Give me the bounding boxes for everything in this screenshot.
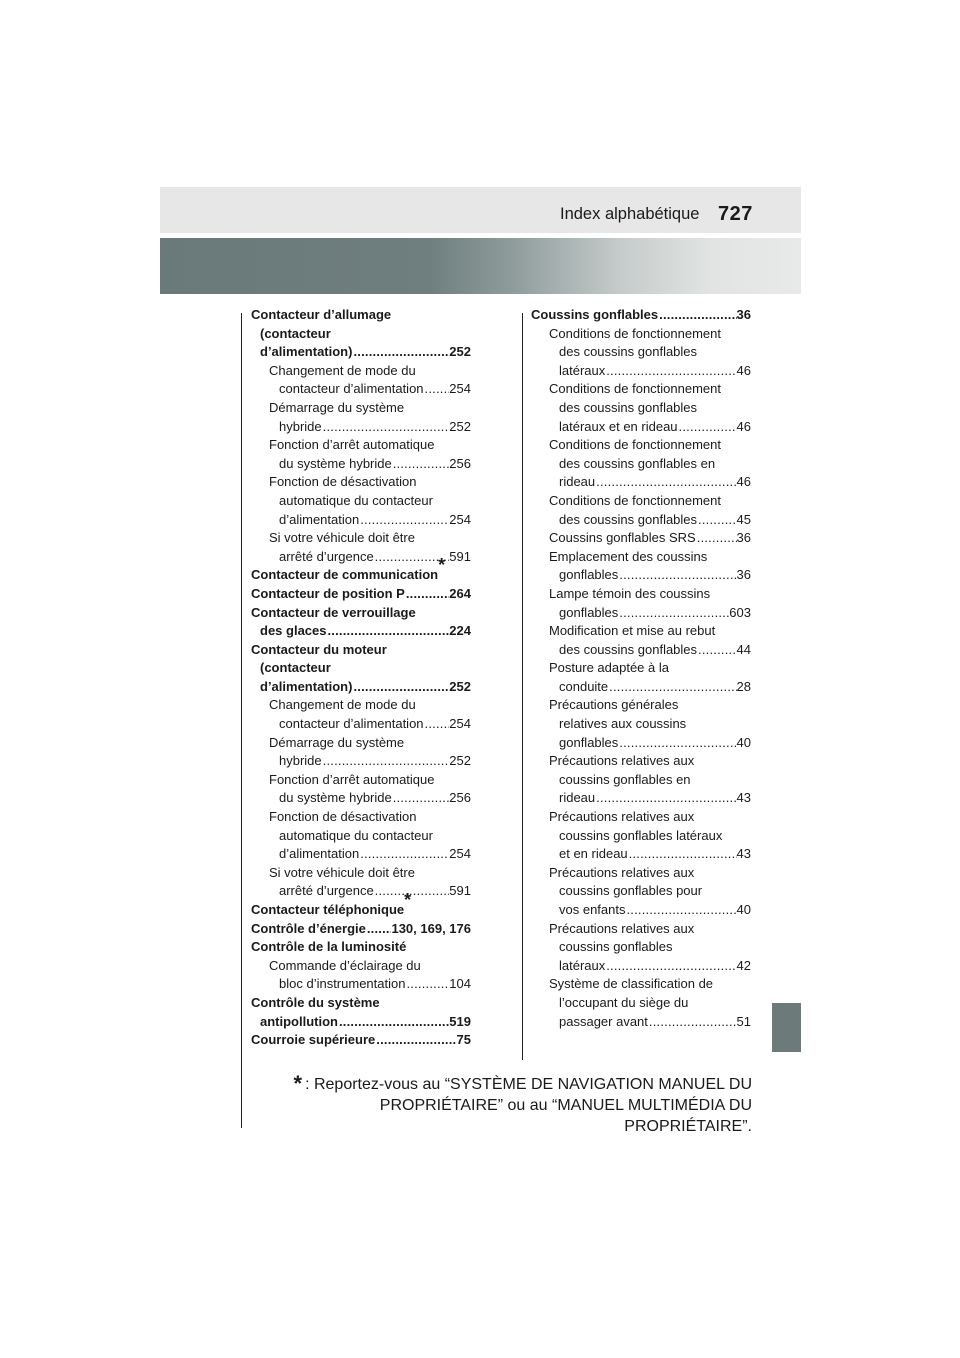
index-entry: [531, 473, 751, 492]
entry-text: du système hybride: [279, 455, 392, 471]
index-entry: [251, 1013, 471, 1032]
entry-page-ref: 252: [449, 753, 471, 769]
index-entry: [251, 436, 471, 455]
entry-text: Coussins gonflables: [531, 307, 659, 322]
entry-text: coussins gonflables pour: [559, 883, 703, 899]
dot-leader: [605, 362, 736, 381]
index-entry: [251, 529, 471, 548]
index-entry: [251, 808, 471, 827]
dot-leader: [374, 882, 450, 901]
entry-text: Contacteur du moteur: [251, 641, 387, 657]
entry-page-ref: 42: [736, 957, 751, 973]
dot-leader: [595, 789, 736, 808]
dot-leader: [697, 641, 737, 660]
index-column-right: [531, 306, 751, 1031]
entry-page-ref: 264: [449, 585, 471, 601]
index-entry: [531, 715, 751, 734]
entry-text: coussins gonflables latéraux: [559, 827, 723, 843]
entry-page-ref: 130, 169, 176: [391, 920, 471, 936]
index-entry: [251, 585, 471, 604]
entry-text: d’alimentation): [260, 678, 353, 694]
dot-leader: [618, 566, 736, 585]
entry-page-ref: 256: [449, 790, 471, 806]
dot-leader: [392, 789, 450, 808]
entry-text: Précautions relatives aux: [549, 809, 695, 825]
index-entry: [251, 975, 471, 994]
index-column-left: [251, 306, 471, 1050]
entry-text: des coussins gonflables: [559, 399, 698, 415]
index-entry: [251, 622, 471, 641]
entry-text: Contrôle de la luminosité: [251, 939, 407, 955]
index-entry: [531, 771, 751, 790]
index-entry: [531, 659, 751, 678]
footnote-asterisk: *: [438, 555, 446, 576]
entry-page-ref: 591: [449, 548, 471, 564]
footnote-asterisk: *: [404, 890, 412, 910]
index-entry: [251, 864, 471, 883]
entry-text: Contacteur de communication: [251, 567, 439, 583]
entry-page-ref: 46: [736, 474, 751, 490]
entry-text: (contacteur: [260, 660, 331, 676]
entry-text: (contacteur: [260, 325, 331, 341]
index-entry: [531, 343, 751, 362]
index-entry: [531, 864, 751, 883]
index-entry: [251, 845, 471, 864]
entry-text: rideau: [559, 790, 596, 806]
index-entry: [251, 641, 471, 660]
entry-text: conduite: [559, 678, 609, 694]
entry-text: Précautions relatives aux: [549, 753, 695, 769]
entry-text: gonflables: [559, 567, 619, 583]
dot-leader: [359, 511, 449, 530]
index-entry: [531, 808, 751, 827]
index-entry: [251, 1031, 471, 1050]
index-entry: [251, 938, 471, 957]
dot-leader: [366, 920, 392, 939]
entry-text: Commande d’éclairage du: [269, 957, 421, 973]
entry-text: Contacteur de verrouillage: [251, 604, 416, 620]
index-entry: [531, 696, 751, 715]
dot-leader: [626, 901, 737, 920]
entry-text: des coussins gonflables: [559, 344, 698, 360]
entry-text: et en rideau: [559, 846, 628, 862]
dot-leader: [608, 678, 736, 697]
entry-page-ref: 45: [736, 511, 751, 527]
dot-leader: [392, 455, 450, 474]
entry-page-ref: 254: [449, 846, 471, 862]
dot-leader: [352, 678, 449, 697]
index-entry: [531, 418, 751, 437]
entry-page-ref: 254: [449, 716, 471, 732]
entry-text: du système hybride: [279, 790, 392, 806]
entry-text: automatique du contacteur: [279, 492, 433, 508]
entry-page-ref: 104: [449, 976, 471, 992]
entry-text: arrêté d’urgence: [279, 883, 374, 899]
entry-page-ref: 75: [456, 1032, 471, 1048]
entry-text: contacteur d’alimentation: [279, 381, 424, 397]
index-entry: [531, 827, 751, 846]
entry-text: Coussins gonflables SRS: [549, 530, 696, 546]
index-entry: [531, 901, 751, 920]
entry-page-ref: 43: [736, 790, 751, 806]
entry-text: Conditions de fonctionnement: [549, 381, 722, 397]
dot-leader: [595, 473, 736, 492]
footnote-line-2: PROPRIÉTAIRE” ou au “MANUEL MULTIMÉDIA DU PROPRIÉTAIRE”.: [379, 1097, 752, 1135]
index-entry: [531, 622, 751, 641]
entry-text: coussins gonflables en: [559, 771, 691, 787]
index-entry: [251, 957, 471, 976]
dot-leader: [405, 975, 449, 994]
entry-text: latéraux: [559, 362, 606, 378]
entry-text: Si votre véhicule doit être: [269, 530, 415, 546]
footnote-line-1: [262, 1073, 752, 1095]
index-entry: [251, 325, 471, 344]
entry-page-ref: 254: [449, 511, 471, 527]
entry-text: Précautions relatives aux: [549, 864, 695, 880]
entry-text: l’occupant du siège du: [559, 994, 689, 1010]
index-entry: [531, 455, 751, 474]
column-divider: [522, 313, 523, 1060]
entry-text: hybride: [279, 418, 322, 434]
entry-text: des coussins gonflables: [559, 641, 698, 657]
index-entry: [251, 492, 471, 511]
entry-text: vos enfants: [559, 902, 626, 917]
dot-leader: [322, 752, 450, 771]
index-entry: [531, 325, 751, 344]
entry-text: Contrôle d’énergie: [251, 920, 366, 936]
index-entry: [251, 920, 471, 939]
entry-text: gonflables: [559, 734, 619, 750]
entry-text: Changement de mode du: [269, 362, 416, 378]
left-margin-rule: [241, 313, 242, 1128]
dot-leader: [375, 1031, 456, 1050]
index-entry: [251, 734, 471, 753]
entry-text: Changement de mode du: [269, 697, 416, 713]
section-thumb-tab: [772, 1003, 801, 1052]
entry-text: Contacteur téléphonique: [251, 902, 405, 917]
index-entry: [531, 1013, 751, 1032]
entry-page-ref: 36: [736, 307, 751, 322]
dot-leader: [678, 418, 737, 437]
index-entry: [251, 455, 471, 474]
entry-page-ref: 224: [449, 623, 471, 639]
index-entry: [531, 975, 751, 994]
dot-leader: [696, 529, 737, 548]
index-entry: [531, 882, 751, 901]
index-entry: [531, 752, 751, 771]
entry-page-ref: 46: [736, 418, 751, 434]
entry-page-ref: 519: [449, 1013, 471, 1029]
entry-text: d’alimentation): [260, 344, 353, 360]
entry-text: passager avant: [559, 1013, 648, 1029]
index-entry: [531, 734, 751, 753]
index-entry: [531, 492, 751, 511]
index-entry: [251, 362, 471, 381]
index-entry: [251, 827, 471, 846]
entry-text: Fonction de désactivation: [269, 474, 417, 490]
index-entry: [531, 641, 751, 660]
entry-text: antipollution: [260, 1013, 338, 1029]
index-entry: [251, 418, 471, 437]
page-number: 727: [718, 203, 753, 225]
entry-text: Précautions relatives aux: [549, 920, 695, 936]
entry-page-ref: 36: [736, 530, 751, 546]
entry-text: latéraux: [559, 957, 606, 973]
entry-text: Modification et mise au rebut: [549, 623, 716, 639]
entry-page-ref: 254: [449, 381, 471, 397]
header-bar: [160, 187, 801, 233]
entry-text: coussins gonflables: [559, 939, 673, 955]
index-entry: [251, 659, 471, 678]
dot-leader: [658, 306, 736, 325]
dot-leader: [605, 957, 736, 976]
index-entry: [531, 845, 751, 864]
dot-leader: [352, 343, 449, 362]
dot-leader: [359, 845, 449, 864]
entry-text: hybride: [279, 753, 322, 769]
index-entry: [251, 380, 471, 399]
entry-text: Conditions de fonctionnement: [549, 325, 722, 341]
index-entry: [531, 789, 751, 808]
entry-text: Conditions de fonctionnement: [549, 492, 722, 508]
dot-leader: [618, 734, 736, 753]
index-entry: [531, 380, 751, 399]
entry-text: Fonction d’arrêt automatique: [269, 771, 435, 787]
entry-page-ref: 28: [736, 678, 751, 694]
index-entry: [251, 715, 471, 734]
index-entry: [251, 696, 471, 715]
entry-text: Conditions de fonctionnement: [549, 437, 722, 453]
index-entry: [531, 585, 751, 604]
index-entry: [531, 306, 751, 325]
entry-text: Si votre véhicule doit être: [269, 864, 415, 880]
header-gradient-band: [160, 238, 801, 294]
entry-text: Emplacement des coussins: [549, 548, 708, 564]
dot-leader: [628, 845, 737, 864]
entry-text: Contacteur de position P: [251, 585, 405, 601]
index-entry: [531, 399, 751, 418]
entry-text: Fonction de désactivation: [269, 809, 417, 825]
index-entry: [531, 678, 751, 697]
index-entry: [251, 399, 471, 418]
index-entry: [531, 920, 751, 939]
index-entry: [531, 548, 751, 567]
entry-text: Lampe témoin des coussins: [549, 585, 711, 601]
entry-page-ref: 51: [736, 1013, 751, 1029]
index-entry: [251, 771, 471, 790]
entry-text: Contrôle du système: [251, 994, 380, 1010]
entry-page-ref: 44: [736, 641, 751, 657]
entry-text: rideau: [559, 474, 596, 490]
entry-page-ref: 256: [449, 455, 471, 471]
entry-text: des glaces: [260, 623, 327, 639]
dot-leader: [424, 715, 450, 734]
entry-page-ref: 36: [736, 567, 751, 583]
index-entry: [531, 566, 751, 585]
entry-text: Posture adaptée à la: [549, 660, 669, 676]
entry-page-ref: 252: [449, 418, 471, 434]
entry-page-ref: 40: [736, 902, 751, 917]
entry-page-ref: 46: [736, 362, 751, 378]
index-entry: [251, 678, 471, 697]
entry-text: relatives aux coussins: [559, 716, 687, 732]
entry-text: arrêté d’urgence: [279, 548, 374, 564]
index-entry: [251, 994, 471, 1013]
dot-leader: [322, 418, 450, 437]
index-entry: [531, 994, 751, 1013]
index-entry: [251, 789, 471, 808]
index-entry: [531, 938, 751, 957]
index-entry: [251, 882, 471, 901]
index-entry: [251, 306, 471, 325]
entry-text: bloc d’instrumentation: [279, 976, 406, 992]
footnote-asterisk: *: [293, 1071, 303, 1096]
footnote: [262, 1073, 752, 1137]
entry-text: automatique du contacteur: [279, 827, 433, 843]
entry-page-ref: 603: [729, 604, 751, 620]
entry-text: latéraux et en rideau: [559, 418, 678, 434]
dot-leader: [424, 380, 450, 399]
dot-leader: [618, 604, 729, 623]
index-entry: [531, 436, 751, 455]
section-title: Index alphabétique: [560, 205, 700, 223]
entry-text: d’alimentation: [279, 511, 360, 527]
dot-leader: [697, 511, 737, 530]
dot-leader: [648, 1013, 737, 1032]
index-entry: [531, 957, 751, 976]
entry-text: gonflables: [559, 604, 619, 620]
footnote-text-1: : Reportez-vous au “SYSTÈME DE NAVIGATION MANUEL DU: [305, 1076, 752, 1093]
entry-text: des coussins gonflables: [559, 511, 698, 527]
entry-text: Fonction d’arrêt automatique: [269, 437, 435, 453]
index-entry: [251, 511, 471, 530]
entry-text: Démarrage du système: [269, 399, 405, 415]
index-entry: [251, 604, 471, 623]
entry-text: Système de classification de: [549, 976, 714, 992]
entry-page-ref: 252: [449, 344, 471, 360]
index-entry: [531, 529, 751, 548]
index-entry: [531, 604, 751, 623]
entry-text: Contacteur d’allumage: [251, 307, 392, 322]
entry-page-ref: 40: [736, 734, 751, 750]
index-entry: [251, 473, 471, 492]
index-entry: [251, 343, 471, 362]
dot-leader: [338, 1013, 449, 1032]
dot-leader: [405, 585, 449, 604]
entry-text: Courroie supérieure: [251, 1032, 376, 1048]
dot-leader: [327, 622, 450, 641]
entry-page-ref: 591: [449, 883, 471, 899]
entry-text: des coussins gonflables en: [559, 455, 716, 471]
entry-text: d’alimentation: [279, 846, 360, 862]
entry-text: contacteur d’alimentation: [279, 716, 424, 732]
entry-text: Précautions générales: [549, 697, 679, 713]
entry-page-ref: 43: [736, 846, 751, 862]
entry-page-ref: 252: [449, 678, 471, 694]
index-entry: [251, 752, 471, 771]
entry-text: Démarrage du système: [269, 734, 405, 750]
index-entry: [531, 362, 751, 381]
index-entry: [531, 511, 751, 530]
